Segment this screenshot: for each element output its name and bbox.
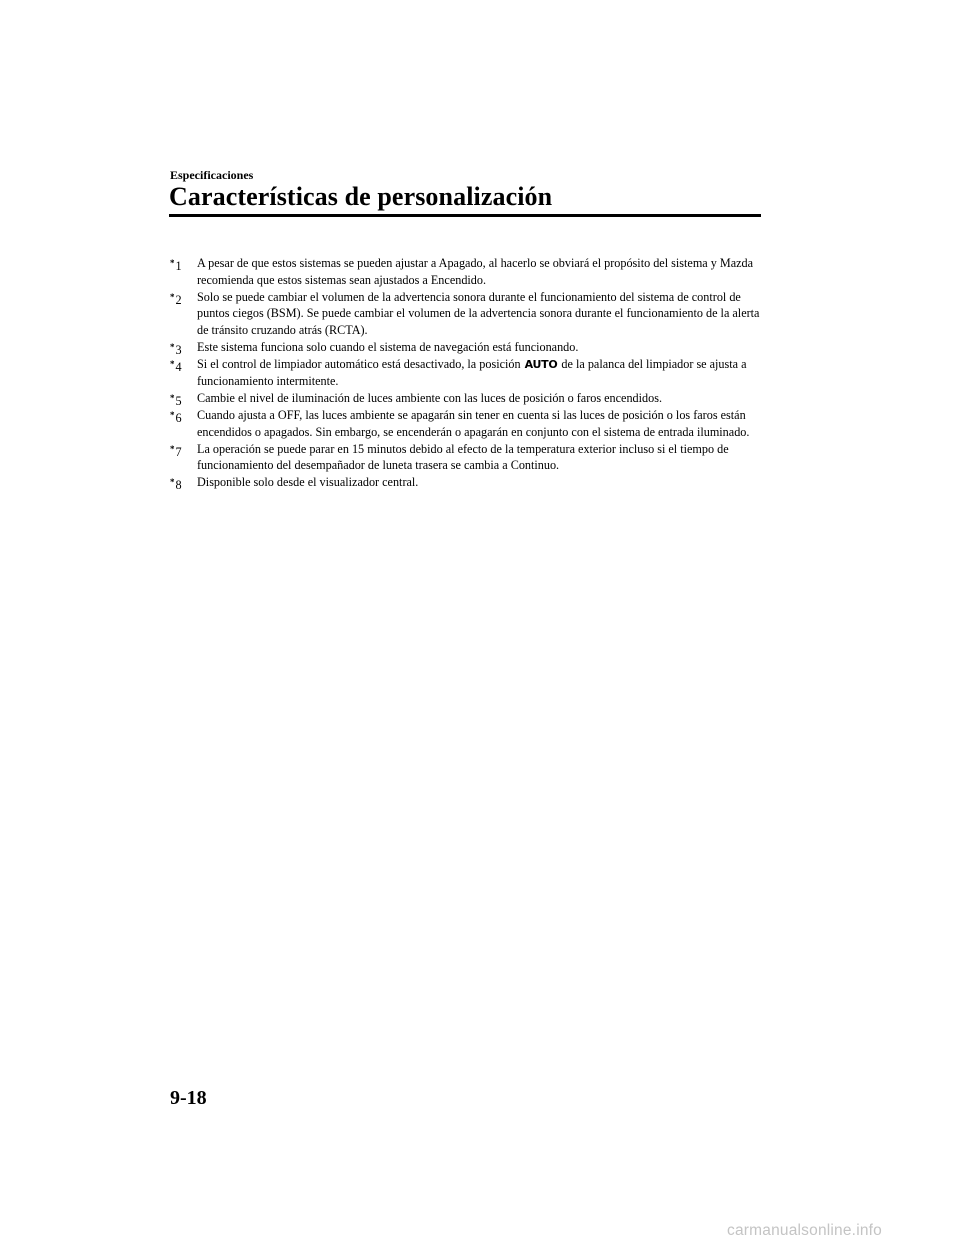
footnote-number: 8 xyxy=(175,478,182,492)
footnote-text xyxy=(197,356,765,390)
footnote-7 xyxy=(170,441,765,474)
footnote-2 xyxy=(170,289,765,339)
footnote-marker xyxy=(170,356,182,376)
footnote-number: 6 xyxy=(175,411,182,425)
footnote-text: Disponible solo desde el visualizador central. xyxy=(197,475,419,489)
footnote-text: A pesar de que estos sistemas se pueden ajustar a Apagado, al hacerlo se obviará el propósito del sistema y Mazda recomienda que estos sistemas sean ajustados a Encendido. xyxy=(197,256,754,287)
asterisk-mark: * xyxy=(170,258,175,268)
page-number: 9-18 xyxy=(170,1087,207,1109)
footnote-6 xyxy=(170,407,765,440)
asterisk-mark: * xyxy=(170,341,175,352)
title-divider xyxy=(169,214,761,217)
asterisk-mark: * xyxy=(170,443,175,454)
footnote-text: Solo se puede cambiar el volumen de la advertencia sonora durante el funcionamiento del sistema de control de puntos ciegos (BSM). Se puede cambiar el volumen de la advertencia sonora durante el funcionamiento de la alerta de tránsito cruzando atrás (RCTA). xyxy=(197,289,760,337)
footnote-text: Este sistema funciona solo cuando el sistema de navegación está funcionando. xyxy=(197,339,579,354)
footnote-text: Cuando ajusta a OFF, las luces ambiente se apagarán sin tener en cuenta si las luces de posición o los faros están encendidos o apagados. Sin embargo, se encenderán o apagarán en conjunto con el sistema de entrada iluminado. xyxy=(197,408,750,439)
footnote-number: 3 xyxy=(175,342,182,357)
footnote-number: 4 xyxy=(175,359,182,374)
footnote-text-after: de la palanca del limpiador se ajusta a funcionamiento intermitente. xyxy=(197,356,747,388)
footnote-marker xyxy=(170,289,182,309)
footnote-number: 5 xyxy=(175,394,182,408)
footnote-text-before: Si el control de limpiador automático está desactivado, la posición xyxy=(197,356,521,371)
asterisk-mark: * xyxy=(170,291,175,302)
footnote-marker xyxy=(170,255,182,275)
footnote-list xyxy=(170,255,765,491)
asterisk-mark: * xyxy=(170,393,175,403)
page-title: Características de personalización xyxy=(169,182,553,211)
footnote-marker xyxy=(170,407,182,427)
footnote-marker xyxy=(170,441,182,461)
footnote-text: La operación se puede parar en 15 minutos debido al efecto de la temperatura exterior incluso si el tiempo de funcionamiento del desempañador de luneta trasera se cambia a Continuo. xyxy=(197,441,729,472)
asterisk-mark: * xyxy=(170,410,175,420)
footnote-5 xyxy=(170,390,765,407)
footnote-3 xyxy=(170,339,765,356)
footnote-number: 2 xyxy=(175,292,182,307)
footnote-marker xyxy=(170,474,182,494)
footnote-8 xyxy=(170,474,765,491)
footnote-number: 1 xyxy=(175,259,182,273)
footnote-1 xyxy=(170,255,765,288)
auto-wiper-icon: AUTO xyxy=(524,357,558,371)
site-watermark: carmanualsonline.info xyxy=(727,1222,882,1239)
footnote-number: 7 xyxy=(175,444,182,459)
footnote-4 xyxy=(170,356,765,390)
asterisk-mark: * xyxy=(170,358,175,369)
section-label: Especificaciones xyxy=(170,168,254,182)
asterisk-mark: * xyxy=(170,477,175,487)
footnote-text: Cambie el nivel de iluminación de luces ambiente con las luces de posición o faros encendidos. xyxy=(197,391,663,405)
